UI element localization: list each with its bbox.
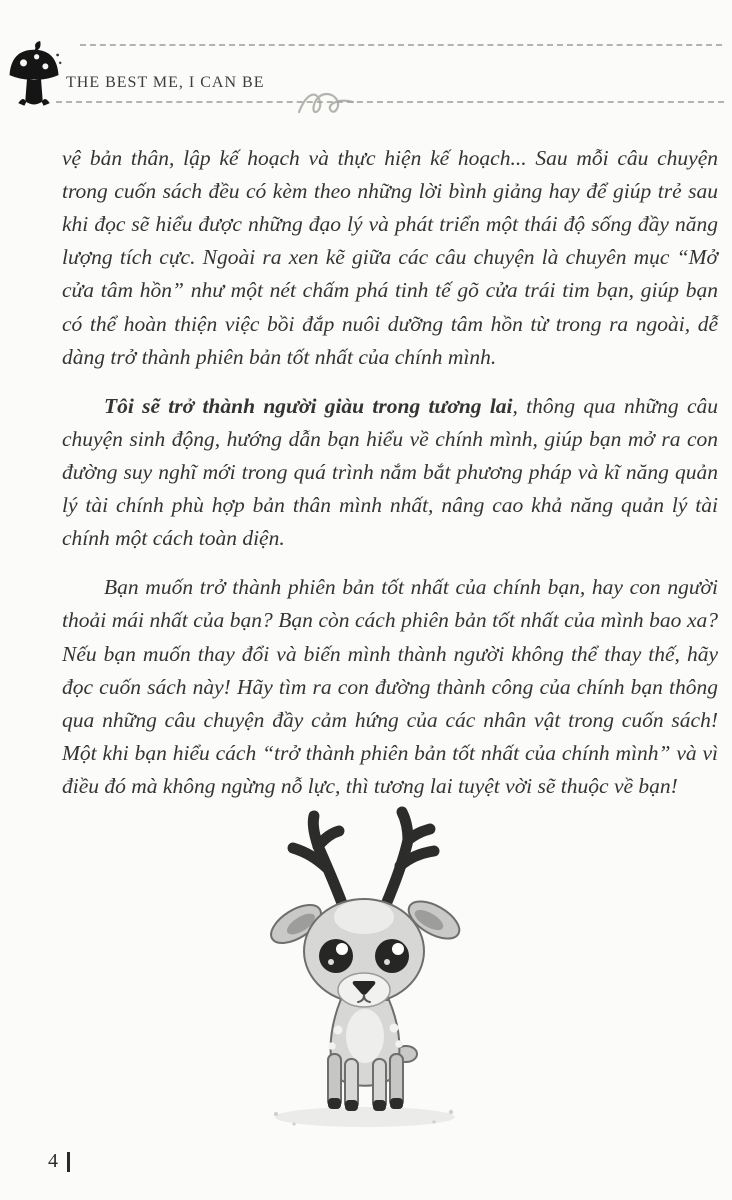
scribble-flourish-icon (295, 86, 359, 124)
paragraph-2 (62, 390, 718, 556)
deer-illustration (246, 804, 486, 1134)
page-header-title: THE BEST ME, I CAN BE (66, 74, 265, 91)
paragraph-2-rest: , thông qua những câu chuyện sinh động, hướng dẫn bạn hiểu về chính mình, giúp bạn mở ra con đường suy nghĩ mới trong quá trình nắm bắt phương pháp và kĩ năng quản lý tài chính phù hợp bản thân mình nhất, nâng cao khả năng quản lý tài chính một cách toàn diện. (62, 393, 718, 551)
page-body-text (62, 142, 718, 819)
page-number-divider (67, 1152, 70, 1172)
mushroom-icon (6, 36, 62, 116)
paragraph-3-text: Bạn muốn trở thành phiên bản tốt nhất của chính bạn, hay con người thoải mái nhất của bạn? Bạn còn cách phiên bản tốt nhất của mình bao xa? Nếu bạn muốn thay đổi và biến mình thành người không thể thay thế, hãy đọc cuốn sách này! Hãy tìm ra con đường thành công của chính bạn thông qua những câu chuyện đầy cảm hứng của các nhân vật trong cuốn sách! Một khi bạn hiểu cách “trở thành phiên bản tốt nhất của chính mình” và vì điều đó mà không ngừng nỗ lực, thì tương lai tuyệt vời sẽ thuộc về bạn! (62, 575, 718, 798)
paragraph-1 (62, 142, 718, 374)
paragraph-3 (62, 571, 718, 803)
page-footer (48, 1150, 70, 1173)
top-dashed-rule (80, 44, 722, 46)
paragraph-2-lead: Tôi sẽ trở thành người giàu trong tương lai (104, 393, 513, 418)
paragraph-1-text: vệ bản thân, lập kế hoạch và thực hiện kế hoạch... Sau mỗi câu chuyện trong cuốn sách đều có kèm theo những lời bình giảng hay để giúp trẻ sau khi đọc sẽ hiểu được những đạo lý và phát triển một thái độ sống đầy năng lượng tích cực. Ngoài ra xen kẽ giữa các câu chuyện là chuyên mục “Mở cửa tâm hồn” như một nét chấm phá tinh tế gõ cửa trái tim bạn, giúp bạn có thể hoàn thiện việc bồi đắp nuôi dưỡng tâm hồn từ trong ra ngoài, dễ dàng trở thành phiên bản tốt nhất của chính mình. (62, 146, 718, 369)
page-number: 4 (48, 1150, 58, 1172)
header-dashed-rule (56, 101, 724, 103)
